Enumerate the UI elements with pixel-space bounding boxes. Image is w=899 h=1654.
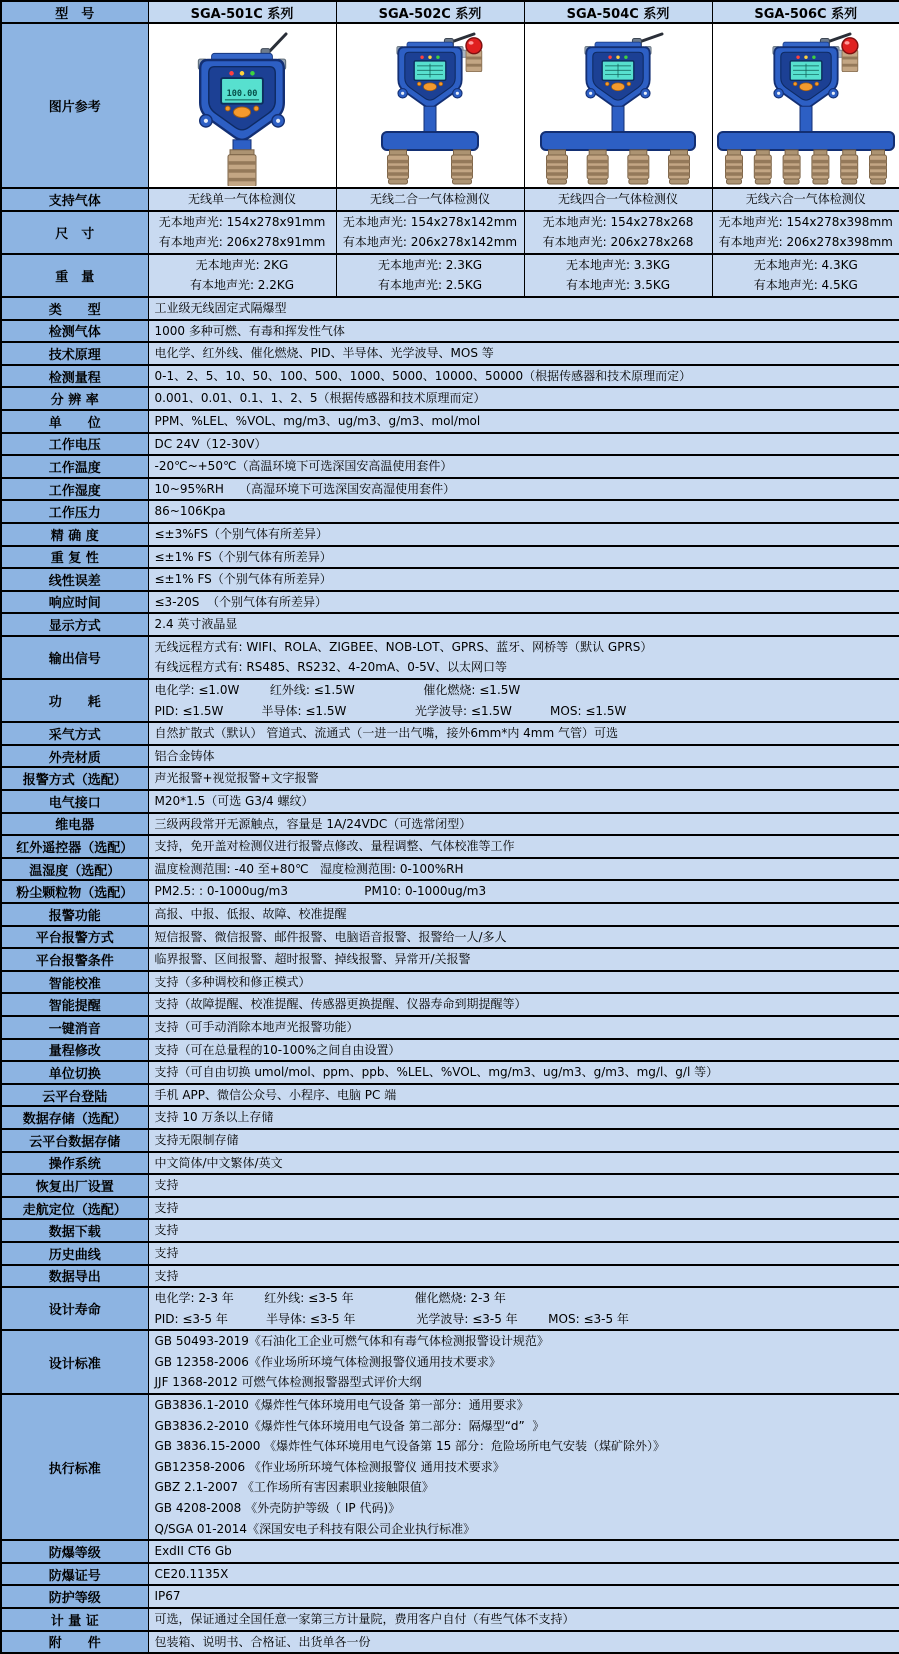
spec-value (148, 971, 899, 994)
row-label: 附 件 (1, 1631, 148, 1654)
row-label: 重 复 性 (1, 546, 148, 569)
gas-detector-illustration (525, 26, 711, 186)
spec-value (148, 858, 899, 881)
row-label: 检测量程 (1, 365, 148, 388)
model-value (336, 188, 524, 211)
value-line: CE20.1135X (154, 1566, 229, 1581)
row-label: 执行标准 (1, 1394, 148, 1540)
spec-value (148, 1084, 899, 1107)
value-line: IP67 (154, 1589, 181, 1604)
table-row (1, 636, 899, 679)
row-label: 平台报警条件 (1, 948, 148, 971)
model-value (336, 211, 524, 254)
table-row (1, 1563, 899, 1586)
spec-value (148, 767, 899, 790)
row-label: 电气接口 (1, 790, 148, 813)
value-line: 支持（可自由切换 umol/mol、ppm、ppb、%LEL、%VOL、mg/m3、ug/m3、g/m3、mg/l、g/l 等） (154, 1065, 719, 1080)
spec-value (148, 1540, 899, 1563)
table-row (1, 948, 899, 971)
value-line: 工业级无线固定式隔爆型 (154, 300, 287, 315)
row-label: 单 位 (1, 410, 148, 433)
row-label: 数据导出 (1, 1265, 148, 1288)
spec-value (148, 1394, 899, 1540)
table-row (1, 342, 899, 365)
spec-value (148, 790, 899, 813)
table-row (1, 211, 899, 254)
row-label: 温湿度（选配） (1, 858, 148, 881)
spec-value (148, 1039, 899, 1062)
row-label: 尺 寸 (1, 211, 148, 254)
svg-text:100.00: 100.00 (226, 88, 258, 99)
table-row (1, 971, 899, 994)
table-row (1, 1039, 899, 1062)
row-label: 技术原理 (1, 342, 148, 365)
spec-value (148, 679, 899, 722)
value-line: 高报、中报、低报、故障、校准提醒 (154, 907, 347, 921)
value-line: 无线四合一气体检测仪 (557, 192, 678, 206)
value-line: 支持 (154, 1200, 179, 1215)
row-label: 数据存储（选配） (1, 1106, 148, 1129)
table-row (1, 1608, 899, 1631)
model-value (712, 188, 899, 211)
row-label: 维电器 (1, 813, 148, 836)
value-line: M20*1.5（可选 G3/4 螺纹） (154, 794, 314, 809)
row-label: 工作压力 (1, 500, 148, 523)
spec-value (148, 722, 899, 745)
value-line: GB3836.2-2010《爆炸性气体环境用电气设备 第二部分：隔爆型“d” 》 (154, 1418, 545, 1433)
table-row (1, 188, 899, 211)
row-label: 数据下载 (1, 1219, 148, 1242)
row-label: 智能校准 (1, 971, 148, 994)
table-row (1, 880, 899, 903)
row-label: 红外遥控器（选配） (1, 835, 148, 858)
spec-value (148, 365, 899, 388)
spec-value (148, 410, 899, 433)
row-label: 云平台登陆 (1, 1084, 148, 1107)
value-line: ≤3-20S （个别气体有所差异） (154, 594, 328, 609)
row-label: 设计寿命 (1, 1287, 148, 1330)
value-line: 无本地声光: 4.3KG (753, 257, 858, 272)
model-header: SGA-501C 系列 (148, 1, 336, 23)
value-line: 无本地声光: 154x278x142mm (342, 214, 518, 229)
value-line: 支持（可在总量程的10-100%之间自由设置） (154, 1042, 401, 1057)
value-line: JJF 1368-2012 可燃气体检测报警器型式评价大纲 (154, 1375, 422, 1390)
value-line: 支持 (154, 1268, 179, 1283)
value-line: 电化学、红外线、催化燃烧、PID、半导体、光学波导、MOS 等 (154, 346, 494, 361)
table-row (1, 297, 899, 320)
table-row (1, 1106, 899, 1129)
value-line: PID: ≤1.5W 半导体: ≤1.5W 光学波导: ≤1.5W MOS: ≤1.5W (154, 703, 627, 718)
spec-value (148, 926, 899, 949)
spec-value (148, 1563, 899, 1586)
spec-value (148, 1106, 899, 1129)
model-value (148, 254, 336, 297)
row-label-model: 型 号 (1, 1, 148, 23)
product-image-SGA-506C (712, 23, 899, 188)
table-row (1, 1330, 899, 1394)
value-line: 可选，保证通过全国任意一家第三方计量院，费用客户自付（有些气体不支持） (154, 1612, 575, 1626)
value-line: 0.001、0.01、0.1、1、2、5（根据传感器和技术原理而定） (154, 391, 486, 406)
value-line: 三级两段常开无源触点，容量是 1A/24VDC（可选常闭型） (154, 816, 472, 831)
spec-value (148, 1608, 899, 1631)
value-line: 有本地声光: 4.5KG (753, 278, 858, 293)
spec-value (148, 903, 899, 926)
value-line: 支持 (154, 1245, 179, 1260)
table-row (1, 1129, 899, 1152)
value-line: PID: ≤3-5 年 半导体: ≤3-5 年 光学波导: ≤3-5 年 MOS: ≤3-5 年 (154, 1311, 629, 1326)
table-row (1, 1540, 899, 1563)
row-label: 历史曲线 (1, 1242, 148, 1265)
row-label: 检测气体 (1, 320, 148, 343)
value-line: 温度检测范围: -40 至+80℃ 湿度检测范围: 0-100%RH (154, 861, 464, 876)
table-row (1, 387, 899, 410)
table-row (1, 410, 899, 433)
row-label: 智能提醒 (1, 993, 148, 1016)
value-line: 无线二合一气体检测仪 (369, 192, 490, 206)
table-row (1, 320, 899, 343)
row-label: 报警功能 (1, 903, 148, 926)
value-line: 支持 (154, 1223, 179, 1238)
model-value (524, 211, 712, 254)
value-line: 0-1、2、5、10、50、100、500、1000、5000、10000、50000（根据传感器和技术原理而定） (154, 368, 692, 383)
spec-value (148, 591, 899, 614)
spec-value (148, 948, 899, 971)
value-line: 支持（多种调校和修正模式） (154, 974, 311, 989)
table-row (1, 523, 899, 546)
row-label: 计 量 证 (1, 1608, 148, 1631)
table-row (1, 813, 899, 836)
value-line: GB3836.1-2010《爆炸性气体环境用电气设备 第一部分：通用要求》 (154, 1398, 529, 1413)
row-label: 粉尘颗粒物（选配） (1, 880, 148, 903)
value-line: 无本地声光: 2KG (195, 257, 289, 272)
table-row (1, 365, 899, 388)
table-row (1, 613, 899, 636)
value-line: 电化学: 2-3 年 红外线: ≤3-5 年 催化燃烧: 2-3 年 (154, 1291, 506, 1306)
model-value (712, 211, 899, 254)
row-label: 线性误差 (1, 568, 148, 591)
row-label: 防护等级 (1, 1585, 148, 1608)
table-row (1, 790, 899, 813)
model-value (712, 254, 899, 297)
table-row (1, 591, 899, 614)
value-line: GB12358-2006 《作业场所环境气体检测报警仪 通用技术要求》 (154, 1459, 505, 1474)
value-line: 临界报警、区间报警、超时报警、掉线报警、异常开/关报警 (154, 952, 471, 967)
spec-value (148, 1174, 899, 1197)
value-line: 短信报警、微信报警、邮件报警、电脑语音报警、报警给一人/多人 (154, 929, 507, 944)
value-line: 有线远程方式有: RS485、RS232、4-20mA、0-5V、以太网口等 (154, 660, 508, 675)
row-label: 走航定位（选配） (1, 1197, 148, 1220)
spec-value (148, 320, 899, 343)
value-line: ≤±1% FS（个别气体有所差异） (154, 549, 332, 564)
value-line: 无本地声光: 3.3KG (565, 257, 671, 272)
value-line: 有本地声光: 2.2KG (189, 278, 295, 293)
value-line: 自然扩散式（默认） 管道式、流通式（一进一出气嘴，接外6mm*内 4mm 气管）可选 (154, 726, 618, 741)
model-header: SGA-506C 系列 (712, 1, 899, 23)
spec-value (148, 880, 899, 903)
value-line: 无线远程方式有: WIFI、ROLA、ZIGBEE、NOB-LOT、GPRS、蓝牙、网桥等（默认 GPRS） (154, 639, 653, 654)
table-row (1, 745, 899, 768)
table-row (1, 1174, 899, 1197)
model-value (148, 211, 336, 254)
spec-value (148, 1219, 899, 1242)
row-label: 精 确 度 (1, 523, 148, 546)
spec-value (148, 1129, 899, 1152)
value-line: 2.4 英寸液晶显 (154, 617, 238, 632)
value-line: 1000 多种可燃、有毒和挥发性气体 (154, 323, 345, 338)
value-line: 电化学: ≤1.0W 红外线: ≤1.5W 催化燃烧: ≤1.5W (154, 683, 521, 698)
row-label: 平台报警方式 (1, 926, 148, 949)
table-row (1, 568, 899, 591)
spec-value (148, 636, 899, 679)
value-line: ≤±1% FS（个别气体有所差异） (154, 572, 332, 587)
value-line: 无线六合一气体检测仪 (745, 192, 866, 206)
table-row (1, 254, 899, 297)
row-label: 单位切换 (1, 1061, 148, 1084)
value-line: 有本地声光: 3.5KG (565, 278, 671, 293)
table-row (1, 722, 899, 745)
table-row (1, 993, 899, 1016)
table-row (1, 1016, 899, 1039)
spec-value (148, 546, 899, 569)
table-row (1, 858, 899, 881)
gas-detector-illustration (337, 26, 523, 186)
row-label: 设计标准 (1, 1330, 148, 1394)
model-value (336, 254, 524, 297)
row-label: 功 耗 (1, 679, 148, 722)
table-row (1, 1197, 899, 1220)
value-line: 支持 (154, 1178, 179, 1193)
value-line: ExdII CT6 Gb (154, 1544, 232, 1559)
row-label: 一键消音 (1, 1016, 148, 1039)
row-label: 重 量 (1, 254, 148, 297)
value-line: 声光报警+视觉报警+文字报警 (154, 771, 319, 786)
spec-value (148, 1242, 899, 1265)
value-line: 有本地声光: 206x278x91mm (158, 235, 326, 250)
value-line: PM2.5: : 0-1000ug/m3 PM10: 0-1000ug/m3 (154, 884, 487, 899)
spec-value (148, 1265, 899, 1288)
value-line: DC 24V（12-30V） (154, 436, 267, 451)
table-row (1, 1585, 899, 1608)
value-line: 有本地声光: 2.5KG (377, 278, 483, 293)
row-label-images: 图片参考 (1, 23, 148, 188)
value-line: 有本地声光: 206x278x142mm (342, 235, 518, 250)
value-line: 无本地声光: 154x278x91mm (158, 214, 326, 229)
row-label: 工作湿度 (1, 478, 148, 501)
gas-detector-illustration (149, 26, 335, 186)
value-line: 铝合金铸体 (154, 748, 215, 763)
product-image-SGA-501C (148, 23, 336, 188)
spec-value (148, 523, 899, 546)
spec-value (148, 500, 899, 523)
spec-value (148, 1152, 899, 1175)
value-line: ≤±3%FS（个别气体有所差异） (154, 526, 328, 541)
table-row (1, 1219, 899, 1242)
table-row (1, 835, 899, 858)
row-label: 工作温度 (1, 455, 148, 478)
table-row (1, 1287, 899, 1330)
product-image-SGA-502C (336, 23, 524, 188)
value-line: 有本地声光: 206x278x398mm (718, 235, 893, 250)
row-label: 防爆等级 (1, 1540, 148, 1563)
table-row (1, 1394, 899, 1540)
row-label: 支持气体 (1, 188, 148, 211)
spec-value (148, 342, 899, 365)
value-line: 支持（故障提醒、校准提醒、传感器更换提醒、仪器寿命到期提醒等） (154, 997, 527, 1012)
value-line: GB 50493-2019《石油化工企业可燃气体和有毒气体检测报警设计规范》 (154, 1334, 549, 1349)
spec-value (148, 835, 899, 858)
model-header: SGA-502C 系列 (336, 1, 524, 23)
value-line: 无本地声光: 154x278x398mm (718, 214, 893, 229)
value-line: 手机 APP、微信公众号、小程序、电脑 PC 端 (154, 1087, 397, 1102)
row-label: 输出信号 (1, 636, 148, 679)
spec-value (148, 745, 899, 768)
value-line: PPM、%LEL、%VOL、mg/m3、ug/m3、g/m3、mol/mol (154, 413, 481, 428)
model-header: SGA-504C 系列 (524, 1, 712, 23)
gas-detector-illustration (713, 26, 899, 186)
row-label: 分 辨 率 (1, 387, 148, 410)
value-line: 支持，免开盖对检测仪进行报警点修改、量程调整、气体校准等工作 (154, 839, 515, 854)
row-label: 恢复出厂设置 (1, 1174, 148, 1197)
row-label: 显示方式 (1, 613, 148, 636)
spec-value (148, 1330, 899, 1394)
spec-value (148, 568, 899, 591)
spec-value (148, 613, 899, 636)
spec-value (148, 1287, 899, 1330)
row-label: 云平台数据存储 (1, 1129, 148, 1152)
value-line: GB 4208-2008 《外壳防护等级（ IP 代码)》 (154, 1501, 401, 1516)
row-label: 量程修改 (1, 1039, 148, 1062)
table-row (1, 903, 899, 926)
spec-value (148, 1631, 899, 1654)
spec-value (148, 455, 899, 478)
spec-value (148, 297, 899, 320)
table-row (1, 767, 899, 790)
value-line: 86~106Kpa (154, 504, 226, 519)
value-line: 支持（可手动消除本地声光报警功能） (154, 1019, 359, 1034)
model-value (524, 188, 712, 211)
value-line: 无本地声光: 2.3KG (377, 257, 483, 272)
table-row (1, 1242, 899, 1265)
spec-value (148, 993, 899, 1016)
value-line: -20℃~+50℃（高温环境下可选深国安高温使用套件） (154, 459, 453, 474)
row-label: 防爆证号 (1, 1563, 148, 1586)
value-line: GBZ 2.1-2007 《工作场所有害因素职业接触限值》 (154, 1480, 434, 1495)
value-line: Q/SGA 01-2014《深国安电子科技有限公司企业执行标准》 (154, 1521, 476, 1536)
table-row (1, 926, 899, 949)
value-line: GB 3836.15-2000 《爆炸性气体环境用电气设备第 15 部分：危险场所电气安装（煤矿除外）》 (154, 1439, 666, 1454)
table-row (1, 1152, 899, 1175)
row-label: 类 型 (1, 297, 148, 320)
spec-value (148, 387, 899, 410)
row-label: 工作电压 (1, 433, 148, 456)
spec-value (148, 433, 899, 456)
spec-value (148, 1061, 899, 1084)
spec-value (148, 1585, 899, 1608)
table-row (1, 433, 899, 456)
row-label: 操作系统 (1, 1152, 148, 1175)
spec-value (148, 1197, 899, 1220)
product-image-row (1, 23, 899, 188)
value-line: 支持无限制存储 (154, 1132, 239, 1147)
value-line: 10~95%RH （高湿环境下可选深国安高湿使用套件） (154, 481, 456, 496)
value-line: GB 12358-2006《作业场所环境气体检测报警仪通用技术要求》 (154, 1354, 501, 1369)
spec-value (148, 478, 899, 501)
table-row (1, 1265, 899, 1288)
spec-value (148, 1016, 899, 1039)
spec-value (148, 813, 899, 836)
model-value (524, 254, 712, 297)
value-line: 包装箱、说明书、合格证、出货单各一份 (154, 1634, 371, 1649)
row-label: 报警方式（选配） (1, 767, 148, 790)
model-value (148, 188, 336, 211)
table-row (1, 679, 899, 722)
table-row (1, 1061, 899, 1084)
value-line: 支持 10 万条以上存储 (154, 1110, 274, 1125)
table-row (1, 455, 899, 478)
table-row (1, 1631, 899, 1654)
table-row (1, 478, 899, 501)
table-row (1, 500, 899, 523)
product-image-SGA-504C (524, 23, 712, 188)
table-row (1, 546, 899, 569)
row-label: 响应时间 (1, 591, 148, 614)
value-line: 无本地声光: 154x278x268 (542, 214, 694, 229)
row-label: 采气方式 (1, 722, 148, 745)
model-header-row (1, 1, 899, 23)
table-row (1, 1084, 899, 1107)
row-label: 外壳材质 (1, 745, 148, 768)
value-line: 无线单一气体检测仪 (187, 192, 296, 206)
value-line: 中文简体/中文繁体/英文 (154, 1155, 283, 1170)
value-line: 有本地声光: 206x278x268 (542, 235, 694, 250)
